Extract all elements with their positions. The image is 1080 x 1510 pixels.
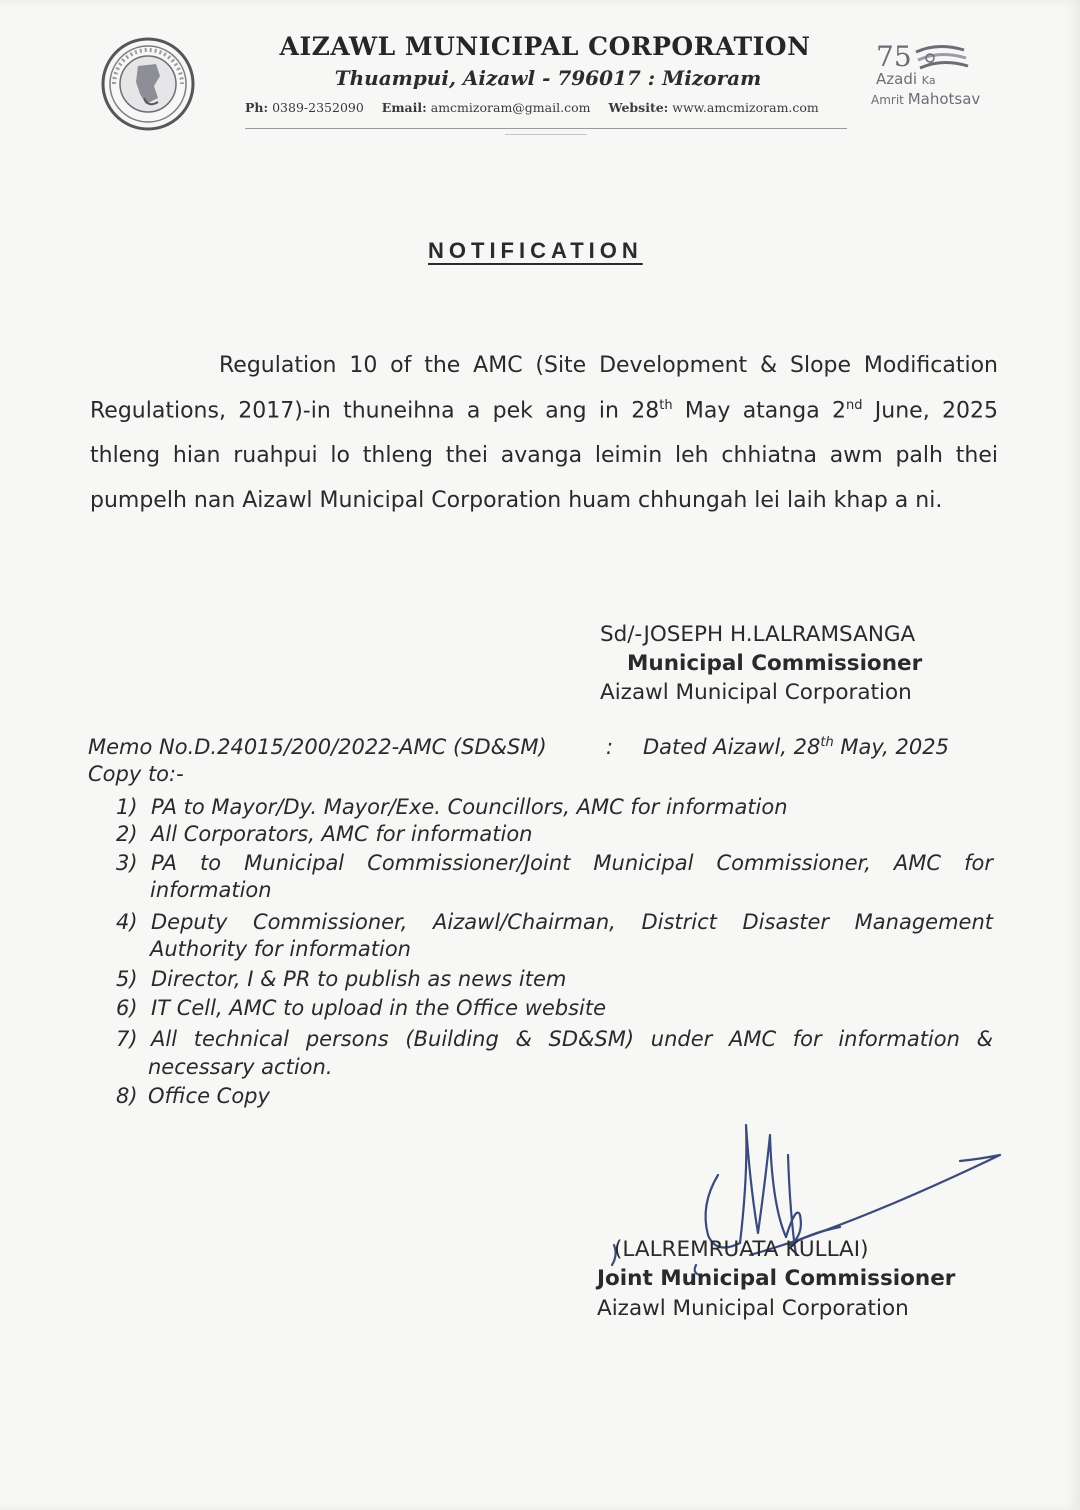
signatory1-name: Sd/-JOSEPH H.LALRAMSANGA bbox=[600, 622, 916, 647]
akam-azadi: Azadi bbox=[876, 70, 918, 88]
signatory2-name: (LALREMRUATA KULLAI) bbox=[614, 1237, 869, 1262]
email-address: amcmizoram@gmail.com bbox=[430, 100, 591, 115]
copy-item-text: Director, I & PR to publish as news item bbox=[151, 967, 567, 991]
signatory2-designation: Joint Municipal Commissioner bbox=[597, 1266, 956, 1291]
copy-item-text: Office Copy bbox=[148, 1084, 270, 1108]
copy-item-text-continued: Authority for information bbox=[150, 937, 411, 961]
phone-number: 0389-2352090 bbox=[272, 100, 364, 115]
memo-line bbox=[88, 735, 973, 759]
copy-item-text: PA to Municipal Commissioner/Joint Municipal Commissioner, AMC for bbox=[151, 851, 993, 875]
copy-item-text-continued: information bbox=[150, 878, 272, 902]
seventy-five-flag-icon bbox=[868, 38, 998, 74]
copy-item-text-continued: necessary action. bbox=[148, 1055, 333, 1079]
copy-item-text: Deputy Commissioner, Aizawl/Chairman, District Disaster Management bbox=[151, 910, 993, 934]
copy-item-number: 4) bbox=[116, 910, 138, 934]
org-name: AIZAWL MUNICIPAL CORPORATION bbox=[279, 32, 811, 61]
body-line-2: Regulations, 2017)-in thuneihna a pek ang in 28th May atanga 2nd June, 2025 bbox=[90, 398, 998, 424]
azadi-ka-amrit-mahotsav-logo bbox=[868, 38, 998, 116]
copy-item-number: 5) bbox=[116, 967, 138, 991]
copy-item-number: 2) bbox=[116, 822, 138, 846]
copy-item-number: 3) bbox=[116, 851, 138, 875]
copy-item-text: All technical persons (Building & SD&SM) under AMC for information & bbox=[151, 1027, 993, 1051]
copy-item-number: 7) bbox=[116, 1027, 138, 1051]
akam-amrit: Amrit bbox=[871, 93, 904, 107]
copy-to-label: Copy to:- bbox=[88, 762, 184, 786]
signatory1-organization: Aizawl Municipal Corporation bbox=[600, 680, 912, 705]
header-divider bbox=[245, 128, 847, 129]
copy-item-number: 1) bbox=[116, 795, 138, 819]
copy-item-text: PA to Mayor/Dy. Mayor/Exe. Councillors, AMC for information bbox=[151, 795, 788, 819]
notification-title: NOTIFICATION bbox=[428, 238, 643, 263]
phone-label: Ph: bbox=[245, 100, 269, 115]
website-url: www.amcmizoram.com bbox=[672, 100, 819, 115]
memo-date: Dated Aizawl, 28th May, 2025 bbox=[643, 735, 949, 759]
akam-mahotsav: Mahotsav bbox=[907, 90, 981, 108]
body-line-4: pumpelh nan Aizawl Municipal Corporation huam chhungah lei laih khap a ni. bbox=[90, 488, 943, 513]
email-label: Email: bbox=[381, 100, 427, 115]
copy-item-number: 6) bbox=[116, 996, 138, 1020]
org-address: Thuampui, Aizawl - 796017 : Mizoram bbox=[334, 66, 762, 90]
memo-separator: : bbox=[606, 735, 614, 759]
copy-item-number: 8) bbox=[116, 1084, 138, 1108]
copy-item-text: All Corporators, AMC for information bbox=[151, 822, 533, 846]
akam-ka: Ka bbox=[921, 74, 936, 87]
signatory2-organization: Aizawl Municipal Corporation bbox=[597, 1296, 909, 1321]
website-label: Website: bbox=[608, 100, 669, 115]
svg-text:75: 75 bbox=[876, 40, 912, 73]
body-line-3: thleng hian ruahpui lo thleng thei avanga leimin leh chhiatna awm palh thei bbox=[90, 443, 998, 468]
header-divider-short bbox=[505, 134, 587, 135]
memo-number: Memo No.D.24015/200/2022-AMC (SD&SM) bbox=[88, 735, 547, 759]
contact-line bbox=[245, 100, 855, 115]
body-line-1: Regulation 10 of the AMC (Site Development & Slope Modification bbox=[219, 353, 998, 378]
copy-item-text: IT Cell, AMC to upload in the Office website bbox=[151, 996, 607, 1020]
signatory1-designation: Municipal Commissioner bbox=[627, 651, 923, 676]
